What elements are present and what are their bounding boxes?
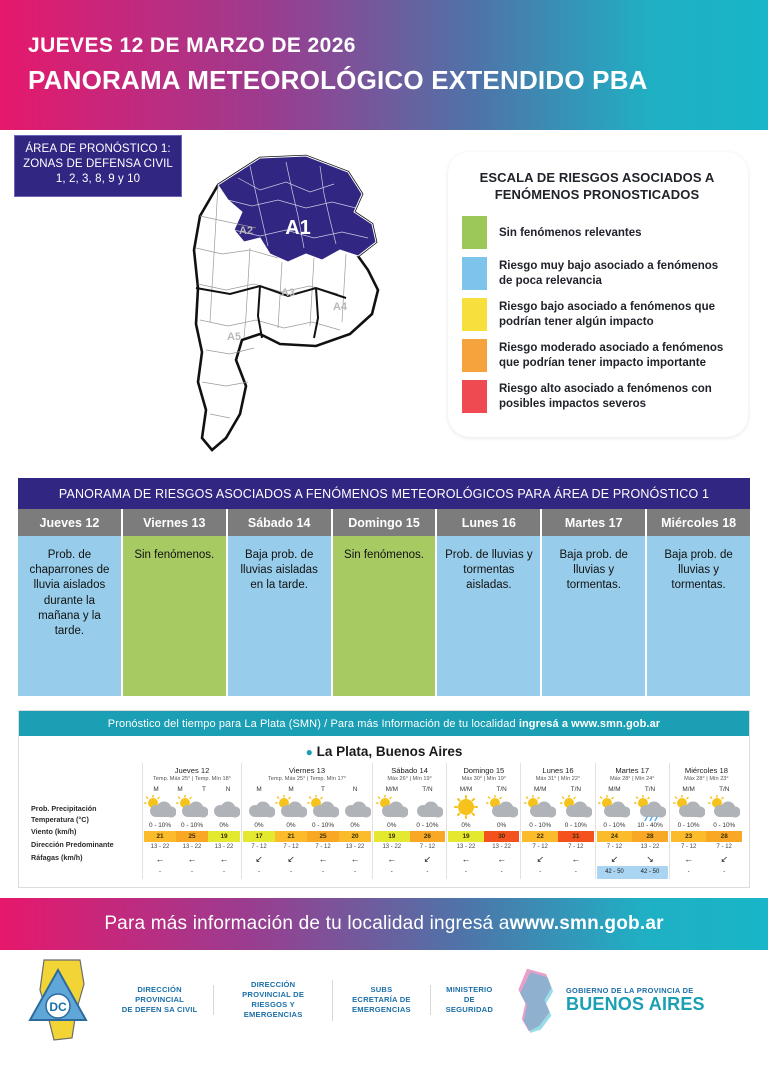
footer-org-label: SUBS ECRETARÍA DE EMERGENCIAS [333, 985, 431, 1016]
forecast-row-label: Temperatura (°C) [31, 815, 89, 824]
gust-value [558, 866, 594, 879]
gust-value [243, 866, 275, 879]
forecast-row-labels [25, 763, 143, 879]
precip-value: 0 - 10% [311, 822, 335, 829]
forecast-icons-row [448, 795, 519, 821]
wind-value: 13 - 22 [492, 844, 511, 850]
gust-value [339, 866, 371, 879]
forecast-gust-row [374, 866, 445, 879]
wind-value: 13 - 22 [382, 844, 402, 850]
forecast-precip-row [597, 821, 668, 831]
legend-item-label: Riesgo bajo asociado a fenómenos que podrían tener algún impacto [499, 301, 715, 328]
weather-sun-cloud-icon [706, 795, 742, 821]
wind-direction-arrow-icon: ↙ [610, 854, 619, 864]
precip-value: 0% [496, 822, 507, 829]
precip-value: 0 - 10% [148, 822, 172, 829]
risk-day-cell: Prob. de lluvias y tormentas aisladas. [437, 536, 542, 696]
weather-cloud-icon [243, 795, 275, 821]
wind-value: 13 - 22 [456, 844, 476, 850]
map-label-a4: A4 [332, 301, 348, 313]
forecast-gust-row [448, 866, 519, 879]
area-box-line3: 1, 2, 3, 8, 9 y 10 [55, 173, 141, 186]
forecast-temp-row [144, 831, 240, 842]
forecast-period-labels [243, 784, 371, 795]
weather-rain-icon [632, 795, 668, 821]
temp-value: 25 [176, 831, 208, 842]
forecast-period-labels [671, 784, 742, 795]
forecast-gust-row [671, 866, 742, 879]
gust-value [374, 866, 410, 879]
wind-value: 13 - 22 [182, 844, 202, 850]
forecast-day-name: Jueves 12 [174, 766, 210, 775]
forecast-period-labels [597, 784, 668, 795]
smn-city-heading [19, 736, 749, 763]
legend-title-line1: ESCALA DE RIESGOS ASOCIADOS A [479, 170, 715, 185]
legend-item [462, 298, 732, 331]
risk-day-header: Jueves 12 [18, 509, 123, 536]
wind-value: 7 - 12 [716, 844, 732, 850]
forecast-period-label: M [153, 786, 159, 793]
legend-color-swatch [462, 216, 487, 249]
wind-direction-arrow-icon: ↘ [646, 854, 654, 864]
forecast-period-label: M/M [459, 786, 473, 793]
forecast-gust-row [243, 866, 371, 879]
legend-item-label: Riesgo alto asociado a fenómenos con posibles impactos severos [499, 383, 712, 410]
precip-value: 0 - 10% [603, 822, 626, 829]
temp-value: 30 [484, 831, 520, 842]
forecast-icons-row [597, 795, 668, 821]
forecast-direction-row [144, 853, 240, 866]
gobierno-logo [508, 965, 754, 1035]
forecast-day-temps: Temp. Máx 25° | Temp. Mín 17° [268, 776, 346, 782]
gob-line1: GOBIERNO DE LA PROVINCIA DE [566, 986, 694, 996]
temp-value: 20 [339, 831, 371, 842]
forecast-row-label: Ráfagas (km/h) [31, 853, 83, 862]
forecast-day-temps: Máx 28° | Mín 23° [684, 776, 729, 782]
forecast-temp-row [374, 831, 445, 842]
forecast-icons-row [671, 795, 742, 821]
gust-value [275, 866, 307, 879]
weather-sun-cloud-icon [176, 795, 208, 821]
wind-value: 13 - 22 [214, 844, 234, 850]
risk-day-cell: Baja prob. de lluvias y tormentas. [542, 536, 647, 696]
temp-value: 22 [522, 831, 558, 842]
forecast-wind-row [374, 842, 445, 853]
smn-bar-link[interactable]: ingresá a www.smn.gob.ar [518, 718, 661, 730]
area-box-line1: ÁREA DE PRONÓSTICO 1: [25, 143, 171, 155]
risk-day-headers [18, 509, 750, 536]
gust-empty: - [322, 869, 324, 875]
temp-value: 19 [374, 831, 410, 842]
map-label-a2: A2 [238, 225, 254, 237]
forecast-period-label: T [321, 786, 325, 793]
forecast-period-label: T/N [496, 786, 507, 793]
weather-sun-cloud-icon [275, 795, 307, 821]
forecast-row-label: Prob. Precipitación [31, 804, 97, 813]
forecast-grid [19, 763, 749, 887]
smn-city-name: La Plata, Buenos Aires [316, 744, 463, 759]
legend-color-swatch [462, 339, 487, 372]
legend-item [462, 339, 732, 372]
gust-empty: - [258, 869, 260, 875]
forecast-period-labels [374, 784, 445, 795]
gust-value [597, 866, 633, 879]
forecast-icons-row [243, 795, 371, 821]
wind-direction-arrow-icon: ← [350, 854, 360, 864]
forecast-days [143, 763, 743, 879]
area-box-line2: ZONAS DE DEFENSA CIVIL [23, 158, 173, 171]
forecast-precip-row [522, 821, 593, 831]
forecast-temp-row [522, 831, 593, 842]
buenos-aires-map [110, 138, 410, 463]
gust-value [484, 866, 520, 879]
forecast-period-label: N [352, 786, 358, 793]
precip-value: 0 - 10% [529, 822, 552, 829]
weather-sun-cloud-icon [558, 795, 594, 821]
footer-org-label: DIRECCIÓN PROVINCIAL DE DEFEN SA CIVIL [106, 985, 214, 1016]
gust-value [632, 866, 668, 879]
risk-day-cell: Sin fenómenos. [333, 536, 438, 696]
location-pin-icon: ● [305, 745, 313, 759]
temp-value: 25 [307, 831, 339, 842]
forecast-day-block [447, 763, 521, 879]
gust-value [144, 866, 176, 879]
weather-sun-cloud-icon [597, 795, 633, 821]
gust-value [307, 866, 339, 879]
forecast-period-label: T/N [719, 786, 730, 793]
precip-value: 0% [461, 822, 471, 829]
risk-day-header: Viernes 13 [123, 509, 228, 536]
gust-empty: - [191, 869, 193, 875]
forecast-temp-row [243, 831, 371, 842]
bottom-info-banner [0, 898, 768, 950]
forecast-period-label: T/N [644, 786, 656, 793]
wind-direction-arrow-icon: ← [497, 854, 507, 864]
weather-cloud-icon [410, 795, 446, 821]
smn-bar-text: Pronóstico del tiempo para La Plata (SMN) / Para más Información de tu localidad [107, 718, 519, 730]
temp-value: 28 [632, 831, 668, 842]
forecast-day-block [242, 763, 373, 879]
wind-direction-arrow-icon: ← [387, 854, 397, 864]
gust-empty: - [290, 869, 292, 875]
gust-value [448, 866, 484, 879]
gust-empty: - [159, 869, 161, 875]
wind-direction-arrow-icon: ← [219, 854, 229, 864]
forecast-day-temps: Máx 30° | Mín 19° [461, 776, 507, 782]
forecast-day-name: Domingo 15 [463, 766, 505, 775]
risk-day-cell: Sin fenómenos. [123, 536, 228, 696]
legend-color-swatch [462, 298, 487, 331]
gust-empty: - [687, 869, 690, 875]
forecast-period-label: T/N [422, 786, 433, 793]
forecast-day-temps: Máx 28° | Mín 24° [609, 776, 655, 782]
forecast-period-label: M/M [385, 786, 399, 793]
legend-title [462, 170, 732, 203]
risk-day-cell: Prob. de chaparrones de lluvia aislados durante la mañana y la tarde. [18, 536, 123, 696]
map-label-a3: A3 [280, 287, 296, 299]
risk-panorama-table [18, 478, 750, 696]
wind-direction-arrow-icon: ← [155, 854, 165, 864]
forecast-direction-row [448, 853, 519, 866]
wind-value: 7 - 12 [606, 844, 623, 850]
legend-item [462, 216, 732, 249]
weather-cloud-icon [339, 795, 371, 821]
precip-value: 0 - 10% [416, 822, 439, 829]
gust-fill: 42 - 50 [632, 866, 668, 879]
forecast-period-label: M [177, 786, 183, 793]
provincia-shape-icon [508, 965, 560, 1035]
forecast-temp-row [671, 831, 742, 842]
forecast-day-temps: Máx 31° | Mín 22° [535, 776, 581, 782]
wind-direction-arrow-icon: ← [684, 854, 694, 864]
forecast-day-name: Martes 17 [615, 766, 650, 775]
dc-logo-text: DC [49, 1000, 67, 1014]
forecast-period-label: M/M [608, 786, 621, 793]
legend-color-swatch [462, 257, 487, 290]
weather-sun-cloud-icon [144, 795, 176, 821]
gust-empty: - [223, 869, 225, 875]
forecast-day-name: Sábado 14 [391, 766, 428, 775]
forecast-gust-row [144, 866, 240, 879]
forecast-precip-row [671, 821, 742, 831]
defensa-civil-logo [14, 954, 106, 1046]
forecast-period-labels [448, 784, 519, 795]
forecast-period-label: M [288, 786, 294, 793]
header-date: JUEVES 12 DE MARZO DE 2026 [28, 34, 356, 57]
wind-value: 7 - 12 [680, 844, 697, 850]
footer-organizations [106, 980, 508, 1021]
forecast-period-label: M [256, 786, 262, 793]
temp-value: 21 [275, 831, 307, 842]
forecast-direction-row [374, 853, 445, 866]
forecast-day-block [670, 763, 743, 879]
map-label-a1: A1 [285, 217, 311, 239]
precip-value: 0% [219, 822, 229, 829]
forecast-icons-row [522, 795, 593, 821]
forecast-wind-row [243, 842, 371, 853]
gust-empty: - [500, 869, 503, 875]
legend-item [462, 257, 732, 290]
legend-title-line2: FENÓMENOS PRONOSTICADOS [494, 186, 700, 202]
temp-value: 17 [243, 831, 275, 842]
temp-value: 31 [558, 831, 594, 842]
forecast-row-label: Viento (km/h) [31, 827, 77, 836]
wind-value: 7 - 12 [568, 844, 584, 850]
wind-value: 13 - 22 [345, 844, 365, 850]
forecast-period-label: T/N [570, 786, 581, 793]
smn-info-bar [19, 711, 749, 736]
forecast-day-name: Viernes 13 [288, 766, 326, 775]
temp-value: 23 [671, 831, 707, 842]
precip-value: 0 - 10% [180, 822, 204, 829]
legend-item-label: Riesgo moderado asociado a fenómenos que podrían tener impacto importante [499, 342, 724, 369]
precip-value: 0% [254, 822, 264, 829]
bottom-bar-link[interactable]: www.smn.gob.ar [509, 913, 664, 934]
weather-sun-cloud-icon [671, 795, 707, 821]
forecast-period-label: M/M [682, 786, 695, 793]
risk-day-header: Miércoles 18 [647, 509, 750, 536]
forecast-day-name: Lunes 16 [542, 766, 574, 775]
legend-item [462, 380, 732, 413]
weather-sun-cloud-icon [522, 795, 558, 821]
gust-empty: - [465, 869, 467, 875]
wind-value: 7 - 12 [419, 844, 436, 850]
forecast-wind-row [671, 842, 742, 853]
temp-value: 28 [706, 831, 742, 842]
forecast-wind-row [522, 842, 593, 853]
map-label-a5: A5 [226, 331, 242, 343]
forecast-precip-row [448, 821, 519, 831]
wind-direction-arrow-icon: ← [571, 854, 581, 864]
precip-value: 0 - 10% [713, 822, 736, 829]
weather-sun-cloud-icon [307, 795, 339, 821]
forecast-day-temps: Temp. Máx 25° | Temp. Mín 18° [153, 776, 231, 782]
risk-day-header: Domingo 15 [333, 509, 438, 536]
smn-forecast-panel [18, 710, 750, 888]
forecast-day-block [521, 763, 595, 879]
forecast-day-block [143, 763, 242, 879]
forecast-direction-row [671, 853, 742, 866]
precip-value: 0 - 10% [564, 822, 587, 829]
risk-day-cell: Baja prob. de lluvias y tormentas. [647, 536, 750, 696]
forecast-period-labels [522, 784, 593, 795]
forecast-icons-row [374, 795, 445, 821]
footer-org-label: DIRECCIÓN PROVINCIAL DE RIESGOS Y EMERGENCIAS [214, 980, 333, 1021]
temp-value: 19 [208, 831, 240, 842]
forecast-day-temps: Máx 26° | Mín 19° [387, 776, 432, 782]
precip-value: 0% [286, 822, 296, 829]
gust-value [410, 866, 446, 879]
risk-day-header: Martes 17 [542, 509, 647, 536]
forecast-precip-row [243, 821, 371, 831]
wind-direction-arrow-icon: ↙ [423, 854, 432, 864]
forecast-day-name: Miércoles 18 [684, 766, 728, 775]
wind-value: 13 - 22 [640, 844, 660, 850]
precip-value: 0% [387, 822, 397, 829]
gust-value [208, 866, 240, 879]
map-province-shape [194, 156, 378, 450]
precip-value: 0% [350, 822, 360, 829]
wind-direction-arrow-icon: ← [461, 854, 471, 864]
gust-value [671, 866, 707, 879]
legend-item-label: Riesgo muy bajo asociado a fenómenos de poca relevancia [499, 260, 719, 287]
wind-value: 7 - 12 [315, 844, 331, 850]
wind-value: 13 - 22 [150, 844, 170, 850]
forecast-direction-row [243, 853, 371, 866]
wind-direction-arrow-icon: ↙ [720, 854, 728, 864]
weather-cloud-icon [208, 795, 240, 821]
wind-direction-arrow-icon: ↙ [287, 854, 295, 864]
gust-fill: 42 - 50 [597, 866, 633, 879]
forecast-wind-row [144, 842, 240, 853]
precip-value: 10 - 40% [637, 822, 663, 829]
forecast-direction-row [597, 853, 668, 866]
forecast-row-label: Dirección Predominante [31, 840, 114, 849]
risk-table-title: PANORAMA DE RIESGOS ASOCIADOS A FENÓMENOS METEOROLÓGICOS PARA ÁREA DE PRONÓSTICO 1 [18, 478, 750, 509]
gust-empty: - [426, 869, 429, 875]
wind-value: 7 - 12 [251, 844, 267, 850]
upper-section [0, 130, 768, 470]
wind-value: 7 - 12 [283, 844, 299, 850]
page-title: PANORAMA METEOROLÓGICO EXTENDIDO PBA [28, 65, 648, 96]
gust-empty: - [354, 869, 356, 875]
precip-value: 0 - 10% [677, 822, 700, 829]
wind-direction-arrow-icon: ↙ [536, 854, 544, 864]
forecast-precip-row [144, 821, 240, 831]
wind-value: 7 - 12 [532, 844, 548, 850]
page-header [0, 0, 768, 130]
temp-value: 26 [410, 831, 446, 842]
wind-direction-arrow-icon: ↙ [255, 854, 263, 864]
weather-sun-cloud-icon [374, 795, 410, 821]
forecast-day-block [596, 763, 670, 879]
forecast-period-labels [144, 784, 240, 795]
legend-item-label: Sin fenómenos relevantes [499, 226, 642, 239]
risk-scale-legend [448, 152, 748, 437]
forecast-period-label: N [225, 786, 231, 793]
forecast-day-block [373, 763, 447, 879]
gust-empty: - [539, 869, 542, 875]
weather-sun-cloud-icon [484, 795, 520, 821]
risk-day-header: Lunes 16 [437, 509, 542, 536]
gust-empty: - [574, 869, 577, 875]
forecast-icons-row [144, 795, 240, 821]
forecast-direction-row [522, 853, 593, 866]
forecast-wind-row [597, 842, 668, 853]
risk-day-cells [18, 536, 750, 696]
bottom-bar-text: Para más información de tu localidad ingresá a [104, 913, 510, 934]
gust-empty: - [390, 869, 393, 875]
footer-org-label: MINISTERIO DE SEGURIDAD [445, 984, 494, 1015]
forecast-gust-row [597, 866, 668, 879]
page-footer [0, 950, 768, 1050]
gust-value [176, 866, 208, 879]
gust-value [706, 866, 742, 879]
forecast-precip-row [374, 821, 445, 831]
forecast-period-label: T [202, 786, 206, 793]
legend-rows [462, 216, 732, 413]
forecast-gust-row [522, 866, 593, 879]
forecast-temp-row [597, 831, 668, 842]
temp-value: 19 [448, 831, 484, 842]
temp-value: 21 [144, 831, 176, 842]
weather-sun-icon [448, 795, 484, 821]
gust-empty: - [723, 869, 726, 875]
forecast-wind-row [448, 842, 519, 853]
wind-direction-arrow-icon: ← [318, 854, 328, 864]
risk-day-cell: Baja prob. de lluvias aisladas en la tarde. [228, 536, 333, 696]
temp-value: 24 [597, 831, 633, 842]
gob-line2: BUENOS AIRES [566, 994, 705, 1015]
wind-direction-arrow-icon: ← [187, 854, 197, 864]
gust-value [522, 866, 558, 879]
forecast-temp-row [448, 831, 519, 842]
risk-day-header: Sábado 14 [228, 509, 333, 536]
forecast-period-label: M/M [533, 786, 547, 793]
legend-color-swatch [462, 380, 487, 413]
